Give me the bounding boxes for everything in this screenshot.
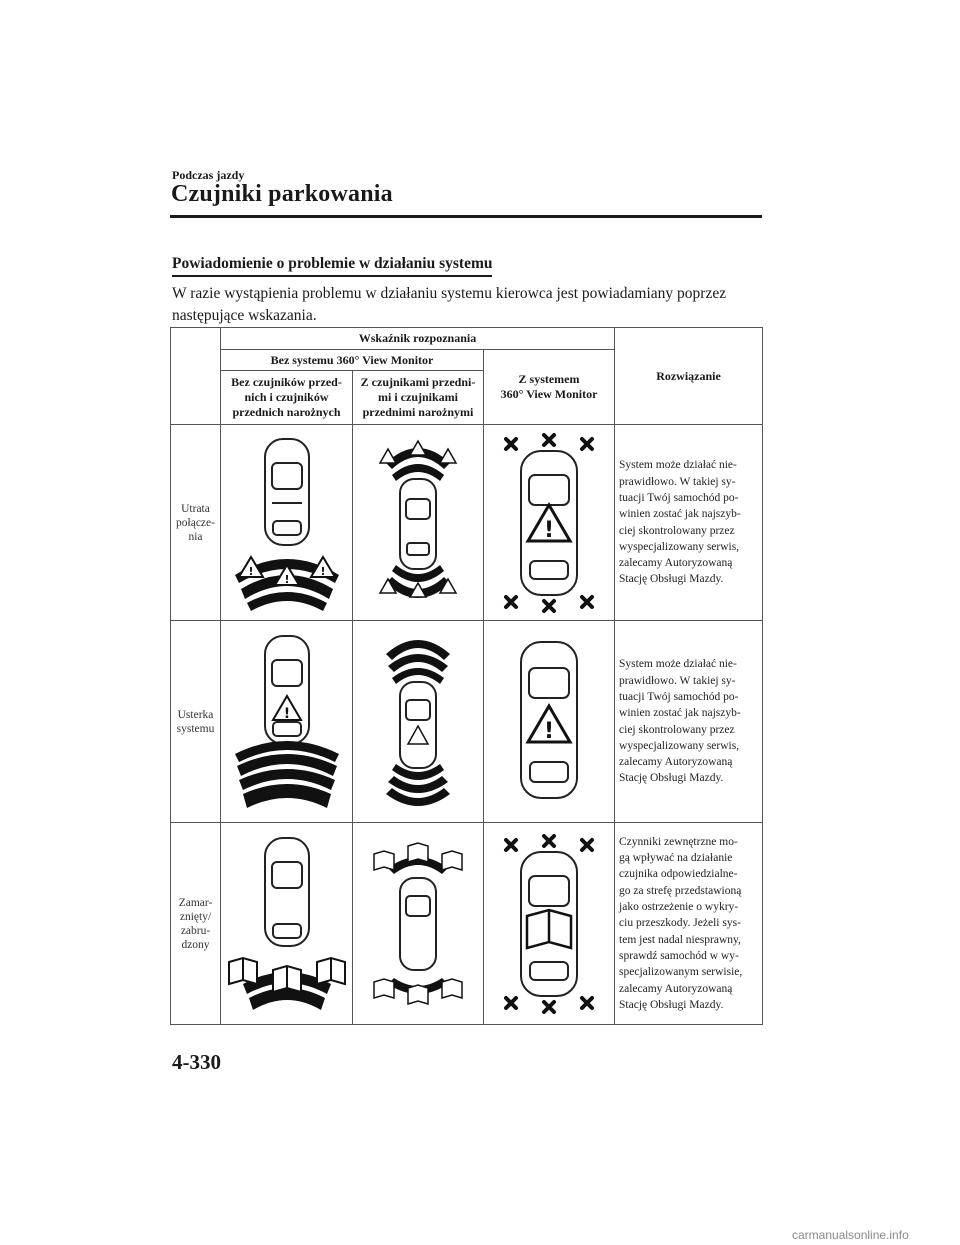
row-solution: System może działać nie- prawidłowo. W takiej sy- tuacji Twój samochód po- winien zostać jak najszyb- ciej skontrolowany przez wyspecjalizowany serwis, zalecamy Autoryzowaną Stację Obsługi Mazdy. xyxy=(615,621,763,823)
indicator-table xyxy=(170,327,763,1025)
header-indicator: Wskaźnik rozpoznania xyxy=(221,328,615,350)
header-with-360: Z systemem 360° View Monitor xyxy=(484,350,615,425)
blank-corner-cell xyxy=(171,328,221,425)
car-outline-icon xyxy=(265,439,309,545)
car-front-rear-warning-icon xyxy=(368,433,468,613)
svg-text:!: ! xyxy=(247,564,254,578)
car-360-dirty-icon xyxy=(494,834,604,1014)
row-label: Utrata połącze- nia xyxy=(171,425,221,621)
section-label: Podczas jazdy xyxy=(172,168,245,182)
figure-front-and-rear xyxy=(353,621,484,823)
car-rear-dirty-icon xyxy=(223,834,351,1014)
figure-rear-only xyxy=(221,621,353,823)
car-outline-icon xyxy=(265,838,309,946)
header-without-360: Bez systemu 360° View Monitor xyxy=(221,350,484,371)
svg-text:!: ! xyxy=(543,517,555,543)
car-outline-icon xyxy=(400,878,436,970)
figure-360-monitor xyxy=(484,621,615,823)
intro-text: W razie wystąpienia problemu w działaniu systemu kierowca jest powiadamiany poprzez następujące wskazania. xyxy=(172,285,727,324)
car-rear-warning-icon xyxy=(223,433,351,613)
col-with-front-sensors: Z czujnikami przedni- mi i czujnikami przednimi narożnymi xyxy=(353,371,484,425)
figure-front-and-rear xyxy=(353,425,484,621)
car-front-rear-failure-icon xyxy=(368,632,468,812)
svg-text:!: ! xyxy=(543,718,555,744)
figure-360-monitor xyxy=(484,823,615,1025)
svg-text:!: ! xyxy=(319,564,326,578)
watermark: carmanualsonline.info xyxy=(792,1228,909,1242)
table-row xyxy=(171,823,763,1025)
header-solution: Rozwiązanie xyxy=(615,328,763,425)
page-number: 4-330 xyxy=(172,1050,221,1074)
row-solution: Czynniki zewnętrzne mo- gą wpływać na działanie czujnika odpowiedzialne- go za strefę przedstawioną jako ostrzeżenie o wykry- ciu przeszkody. Jeżeli sys- tem jest nadal niesprawny, sprawdź samochód w wy- specjalizowanym serwisie, zalecamy Autoryzowaną Stację Obsługi Mazdy. xyxy=(615,823,763,1025)
svg-text:!: ! xyxy=(283,572,290,586)
page-title: Czujniki parkowania xyxy=(171,181,393,207)
row-label: Usterka systemu xyxy=(171,621,221,823)
table-row xyxy=(171,425,763,621)
car-front-rear-dirty-icon xyxy=(368,834,468,1014)
row-label: Zamar- znięty/ zabru- dzony xyxy=(171,823,221,1025)
row-solution: System może działać nie- prawidłowo. W takiej sy- tuacji Twój samochód po- winien zostać jak najszyb- ciej skontrolowany przez wyspecjalizowany serwis, zalecamy Autoryzowaną Stację Obsługi Mazdy. xyxy=(615,425,763,621)
subsection-title: Powiadomienie o problemie w działaniu systemu xyxy=(172,255,492,277)
book-icon xyxy=(374,843,462,1004)
car-outline-icon xyxy=(400,479,436,569)
car-rear-failure-icon xyxy=(223,632,351,812)
figure-rear-only xyxy=(221,823,353,1025)
table-row xyxy=(171,621,763,823)
car-360-warning-icon xyxy=(494,433,604,613)
svg-text:!: ! xyxy=(283,705,290,722)
figure-360-monitor xyxy=(484,425,615,621)
col-without-front-sensors: Bez czujników przed- nich i czujników przednich narożnych xyxy=(221,371,353,425)
car-360-failure-icon xyxy=(494,632,604,812)
figure-front-and-rear xyxy=(353,823,484,1025)
figure-rear-only xyxy=(221,425,353,621)
title-rule xyxy=(170,215,762,218)
car-outline-icon xyxy=(265,636,309,744)
